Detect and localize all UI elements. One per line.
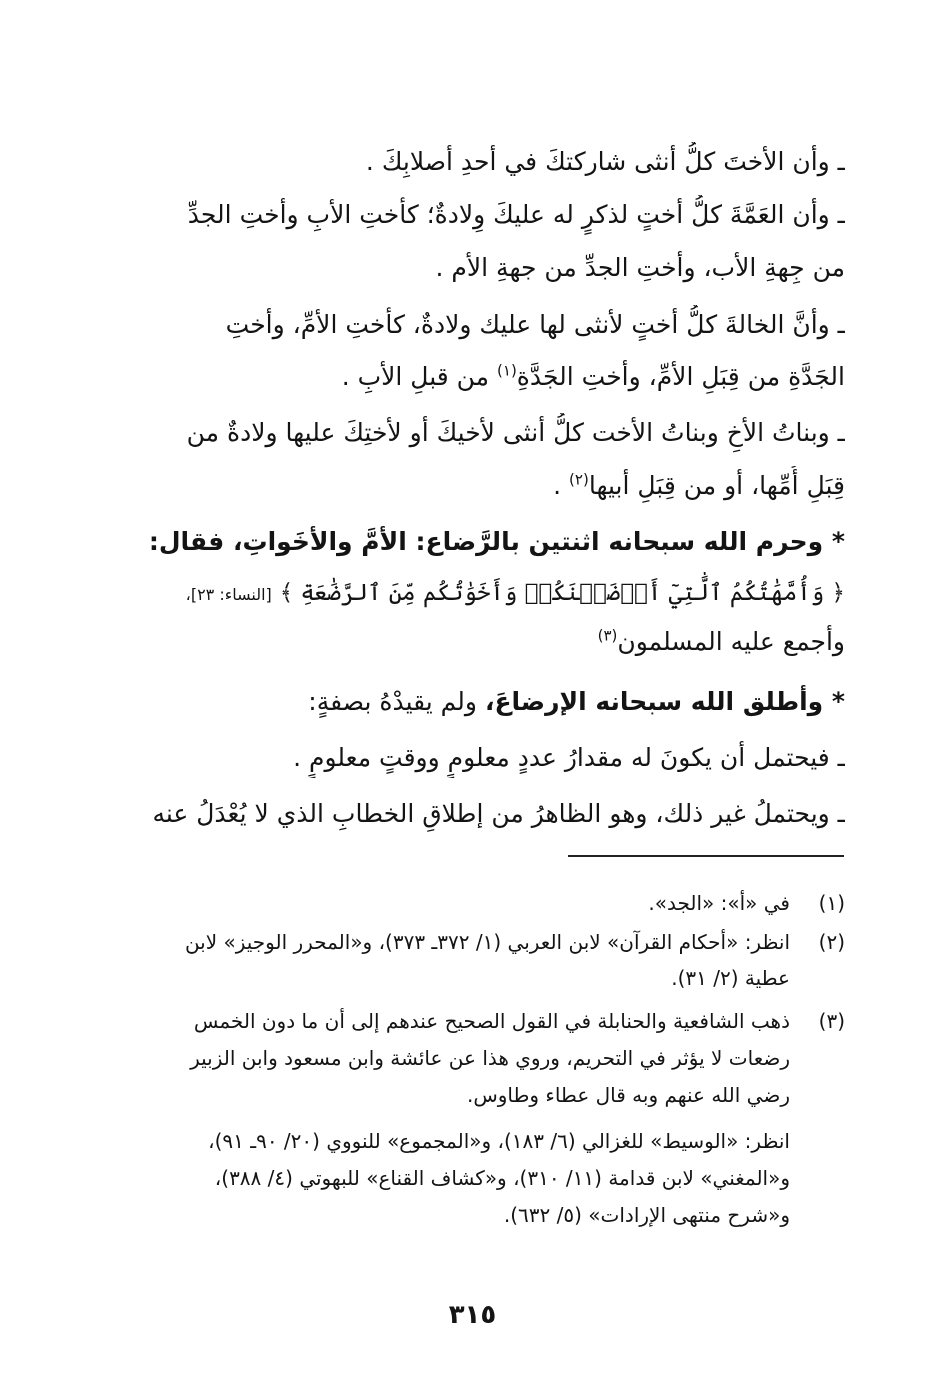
body-text: . [553,471,570,500]
footnote-text: رضعات لا يؤثر في التحريم، وروي هذا عن عائشة وابن مسعود وابن الزبير [190,1046,790,1070]
body-text: ـ ويحتملُ غير ذلك، وهو الظاهرُ من إطلاقِ الخطابِ الذي لا يُعْدَلُ عنه [152,799,845,828]
section-heading-line [128,522,845,562]
section-heading: * وأطلق الله سبحانه الإرضاعَ، [484,687,845,716]
body-text: ـ وأنَّ الخالةَ كلُّ أختٍ لأنثى لها عليك ولادةٌ، كأختِ الأمِّ، وأختِ [225,310,845,339]
body-line [128,466,845,506]
section-heading-line [128,682,845,722]
quran-line [128,572,845,615]
body-text: قِبَلِ أُمِّها، أو من قِبَلِ أبيها [588,471,845,500]
body-line [128,357,845,397]
footnote-reference[interactable]: (٢) [569,470,589,489]
body-line [128,305,845,345]
footnote-text: انظر: «أحكام القرآن» لابن العربي (١/ ٣٧٢ـ ٣٧٣)، و«المحرر الوجيز» لابن [184,930,790,954]
footnote-separator [568,855,844,857]
sura-reference: [النساء: ٢٣]، [185,585,272,604]
footnote-reference[interactable]: (٣) [597,626,618,645]
body-line [128,622,845,662]
quran-verse: ﴿ وَأُمَّهَٰتُكُمُ ٱلَّٰتِيٓ أَرۡضَعۡنَكُمۡ وَأَخَوَٰتُكُم مِّنَ ٱلرَّضَٰعَةِ ﴾ [279,580,845,606]
body-line [128,195,845,235]
footnote-text: رضي الله عنهم وبه قال عطاء وطاوس. [466,1083,790,1107]
page-number: ٣١٥ [448,1300,497,1330]
body-text: ـ فيحتمل أن يكونَ له مقدارُ عددٍ معلومٍ ووقتٍ معلومٍ . [293,743,845,772]
body-text: وأجمع عليه المسلمون [617,627,845,656]
footnote-reference[interactable]: (١) [497,361,517,380]
section-heading: * وحرم الله سبحانه اثنتين بالرَّضاع: الأمَّ والأخَواتِ، فقال: [148,527,845,556]
body-text: ـ وأن الأختَ كلُّ أنثى شاركتكَ في أحدِ أصلابِكَ . [365,147,845,176]
footnote-text: و«شرح منتهى الإرادات» (٥/ ٦٣٢). [503,1203,790,1227]
footnote-text: في «أ»: «الجد». [648,891,790,915]
footnote-text: انظر: «الوسيط» للغزالي (٦/ ١٨٣)، و«المجموع» للنووي (٢٠/ ٩٠ـ ٩١)، [208,1129,790,1153]
body-text: ـ وبناتُ الأخِ وبناتُ الأخت كلُّ أنثى لأخيكَ أو لأختِكَ عليها ولادةٌ من [186,418,845,447]
body-line [128,413,845,453]
footnote-number: (٣) [818,1009,845,1033]
body-text: الجَدَّةِ من قِبَلِ الأمِّ، وأختِ الجَدَّةِ [516,362,845,391]
body-text: ولم يقيدْهُ بصفةٍ: [308,687,485,716]
body-text: من جِهةِ الأب، وأختِ الجدِّ من جهةِ الأم . [435,253,845,282]
body-line [128,738,845,778]
body-line [128,794,845,834]
footnote-text: و«المغني» لابن قدامة (١١/ ٣١٠)، و«كشاف القناع» للبهوتي (٤/ ٣٨٨)، [214,1166,790,1190]
footnote-number: (١) [818,891,845,915]
body-text: ـ وأن العَمَّةَ كلُّ أختٍ لذكرٍ له عليكَ وِلادةٌ؛ كأختِ الأبِ وأختِ الجدِّ [187,200,845,229]
body-text: من قبلِ الأبِ . [341,362,498,391]
footnote-text: عطية (٢/ ٣١). [671,966,790,990]
body-line [128,142,845,182]
footnote-text: ذهب الشافعية والحنابلة في القول الصحيح عندهم إلى أن ما دون الخمس [193,1009,790,1033]
body-line [128,248,845,288]
footnote-number: (٢) [818,930,845,954]
